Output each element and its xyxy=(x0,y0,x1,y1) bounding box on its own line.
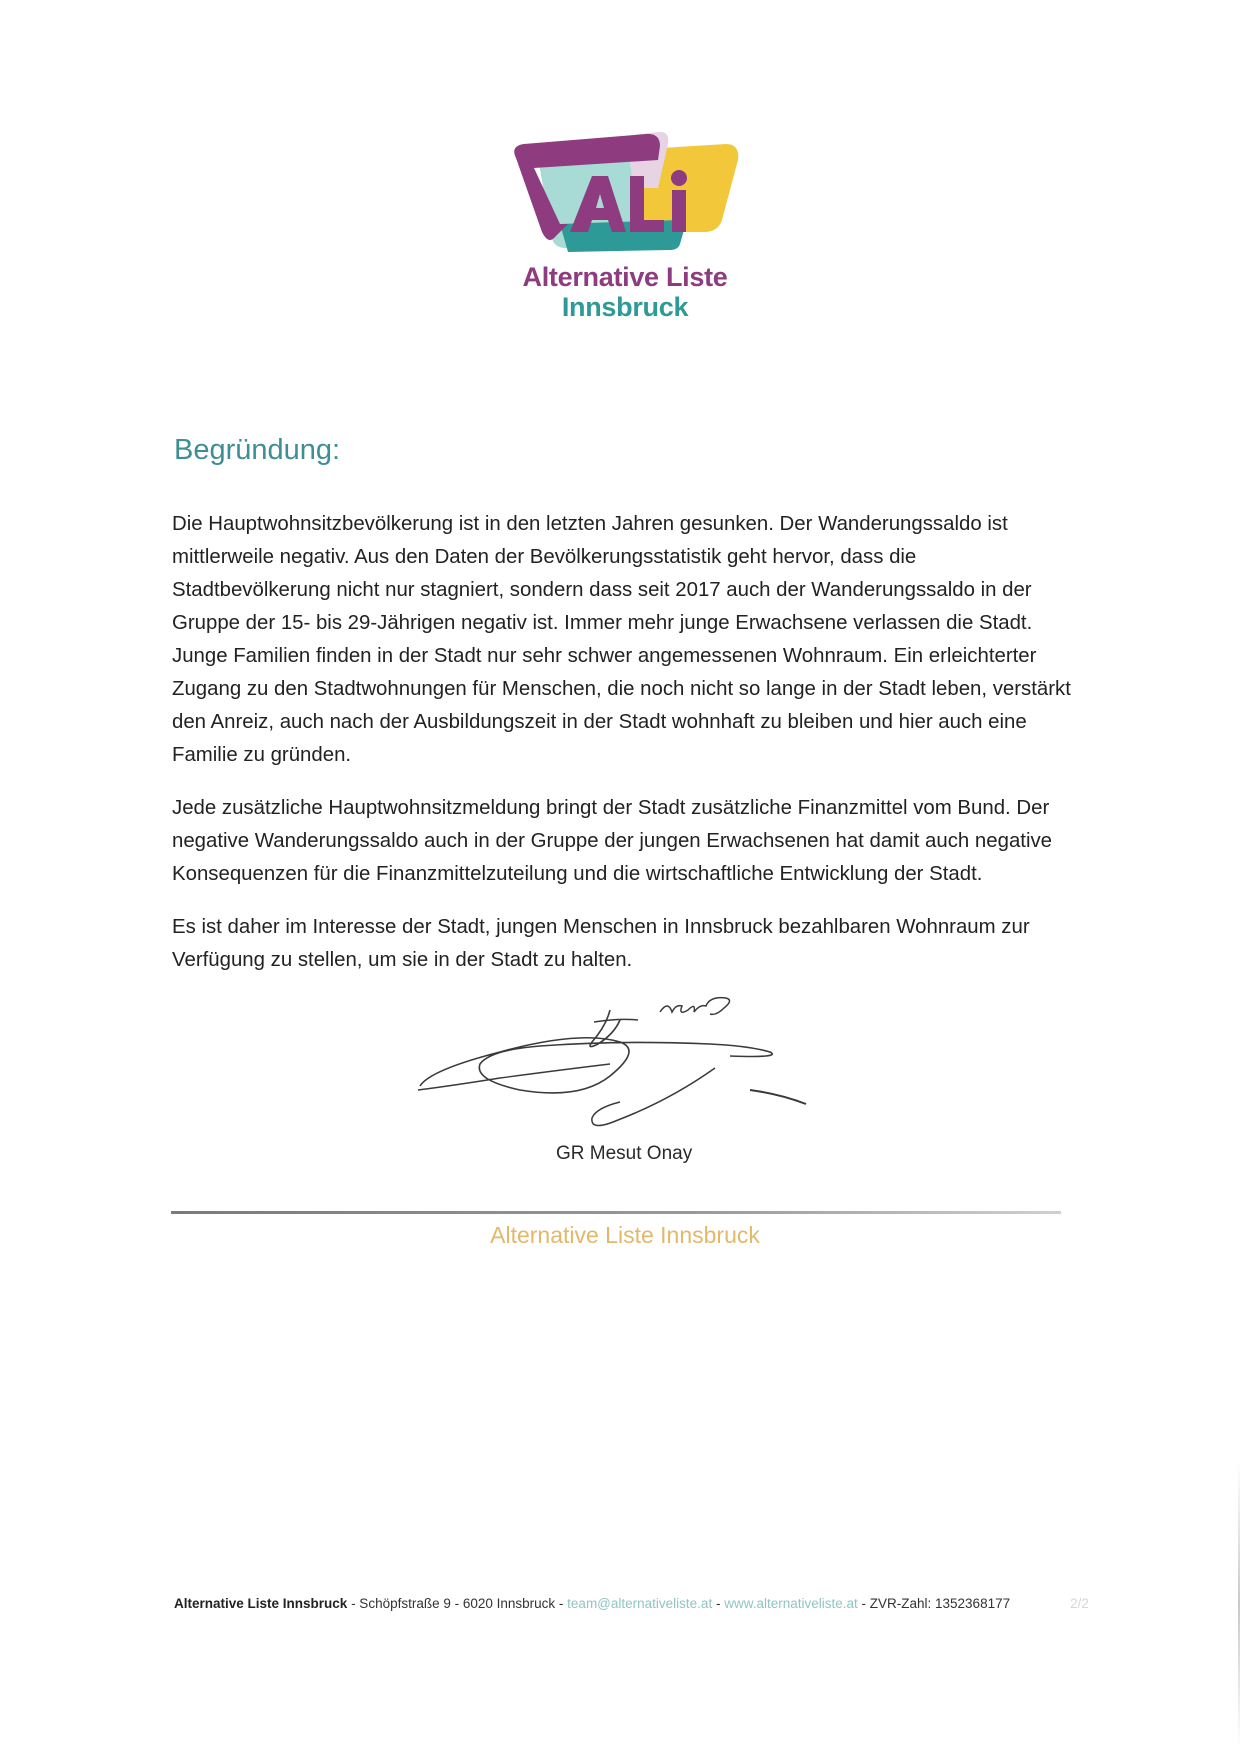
body-text xyxy=(172,508,1072,997)
paragraph-2: Jede zusätzliche Hauptwohnsitzmeldung bringt der Stadt zusätzliche Finanzmittel vom Bund. Der negative Wanderungssaldo auch in der Gruppe der jungen Erwachsenen hat damit auch negative Konsequenzen für die Finanzmittelzuteilung und die wirtschaftliche Entwicklung der Stadt. xyxy=(172,797,1053,885)
address-zvr: - ZVR-Zahl: 1352368177 xyxy=(857,1596,1011,1611)
paragraph-1: Die Hauptwohnsitzbevölkerung ist in den letzten Jahren gesunken. Der Wanderungssaldo ist mittlerweile negativ. Aus den Daten der Bevölkerungsstatistik geht hervor, dass die Stadtbevölkerung nicht nur stagniert, sondern dass seit 2017 auch der Wanderungssaldo in der Gruppe der 15- bis 29-Jährigen negativ ist. Immer mehr junge Erwachsene verlassen die Stadt. Junge Familien finden in der Stadt nur sehr schwer angemessenen Wohnraum. Ein erleichterter Zugang zu den Stadtwohnungen für Menschen, die noch nicht so lange in der Stadt leben, verstärkt den Anreiz, auch nach der Ausbildungszeit in der Stadt wohnhaft zu bleiben und hier auch eine Familie zu gründen. xyxy=(172,513,1071,766)
logo-line-2: Innsbruck xyxy=(561,292,689,322)
address-org: Alternative Liste Innsbruck xyxy=(174,1596,348,1611)
handwritten-signature xyxy=(410,990,850,1150)
logo xyxy=(500,128,750,328)
address-separator: - xyxy=(712,1596,725,1611)
page-number: 2/2 xyxy=(1070,1596,1089,1611)
page-edge-shadow xyxy=(1238,1460,1240,1750)
footer-divider xyxy=(171,1211,1061,1214)
logo-line-1: Alternative Liste xyxy=(522,262,728,292)
address-street: - Schöpfstraße 9 - 6020 Innsbruck - xyxy=(347,1596,568,1611)
address-footer xyxy=(174,1596,1089,1611)
ali-logo-mark-icon xyxy=(508,128,742,252)
paragraph-3: Es ist daher im Interesse der Stadt, jungen Menschen in Innsbruck bezahlbaren Wohnraum zur Verfügung zu stellen, um sie in der Stadt zu halten. xyxy=(172,916,1030,971)
address-website[interactable]: www.alternativeliste.at xyxy=(724,1596,858,1611)
signer-name: GR Mesut Onay xyxy=(556,1143,693,1164)
section-heading: Begründung: xyxy=(174,434,341,466)
address-email[interactable]: team@alternativeliste.at xyxy=(567,1596,713,1611)
footer-organization: Alternative Liste Innsbruck xyxy=(490,1222,760,1248)
